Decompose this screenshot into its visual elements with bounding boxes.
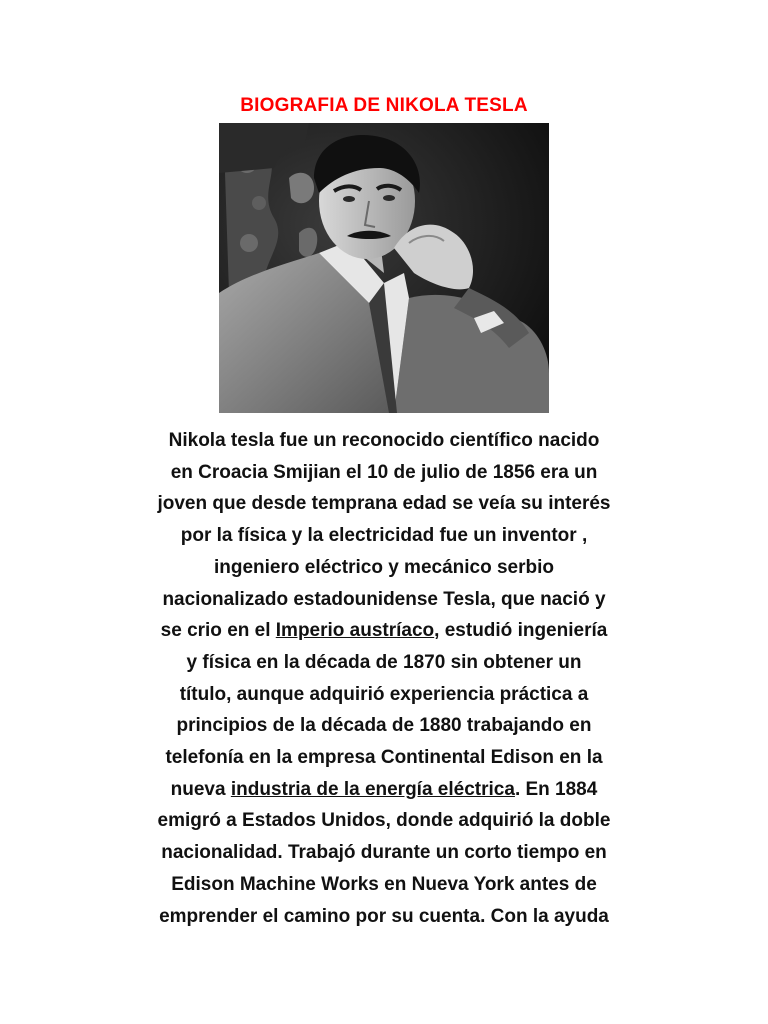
paragraph-line	[92, 710, 676, 742]
paragraph-line	[92, 774, 676, 806]
paragraph-line	[92, 615, 676, 647]
portrait-photo	[219, 123, 549, 413]
text-run: Edison Machine Works en Nueva York antes de	[171, 873, 597, 895]
paragraph-line	[92, 584, 676, 616]
paragraph-line	[92, 552, 676, 584]
text-run: ingeniero eléctrico y mecánico serbio	[213, 556, 554, 578]
text-run: emprender el camino por su cuenta. Con la ayuda	[159, 905, 609, 927]
paragraph-line	[92, 805, 676, 837]
text-run: nueva	[170, 778, 231, 800]
paragraph-line	[92, 647, 676, 679]
text-run: nacionalizado estadounidense Tesla, que nació y	[162, 588, 606, 610]
document-title: BIOGRAFIA DE NIKOLA TESLA	[240, 95, 528, 116]
paragraph-line	[92, 869, 676, 901]
paragraph-line	[92, 901, 676, 933]
text-run: joven que desde temprana edad se veía su interés	[157, 493, 611, 515]
text-run: y física en la década de 1870 sin obtener un	[186, 651, 582, 673]
paragraph-line	[92, 837, 676, 869]
text-run: en Croacia Smijian el 10 de julio de 1856 era un	[170, 461, 598, 483]
paragraph-line	[92, 679, 676, 711]
paragraph-line	[92, 425, 676, 457]
text-run: por la física y la electricidad fue un inventor ,	[180, 525, 588, 547]
inline-link[interactable]: Imperio austríaco	[275, 620, 435, 642]
paragraph-line	[92, 488, 676, 520]
paragraph-line	[92, 520, 676, 552]
text-run: . En 1884	[514, 778, 598, 800]
text-run: , estudió ingeniería	[434, 620, 608, 642]
paragraph-line	[92, 457, 676, 489]
text-run: emigró a Estados Unidos, donde adquirió la doble	[157, 810, 611, 832]
text-run: nacionalidad. Trabajó durante un corto tiempo en	[161, 842, 607, 864]
biography-paragraph	[92, 425, 676, 932]
text-run: principios de la década de 1880 trabajando en	[176, 715, 592, 737]
text-run: título, aunque adquirió experiencia práctica a	[179, 683, 589, 705]
text-run: telefonía en la empresa Continental Edison en la	[165, 747, 603, 769]
text-run: se crio en el	[160, 620, 276, 642]
text-run: Nikola tesla fue un reconocido científico nacido	[168, 430, 600, 451]
paragraph-line	[92, 742, 676, 774]
inline-link[interactable]: industria de la energía eléctrica	[230, 778, 515, 800]
